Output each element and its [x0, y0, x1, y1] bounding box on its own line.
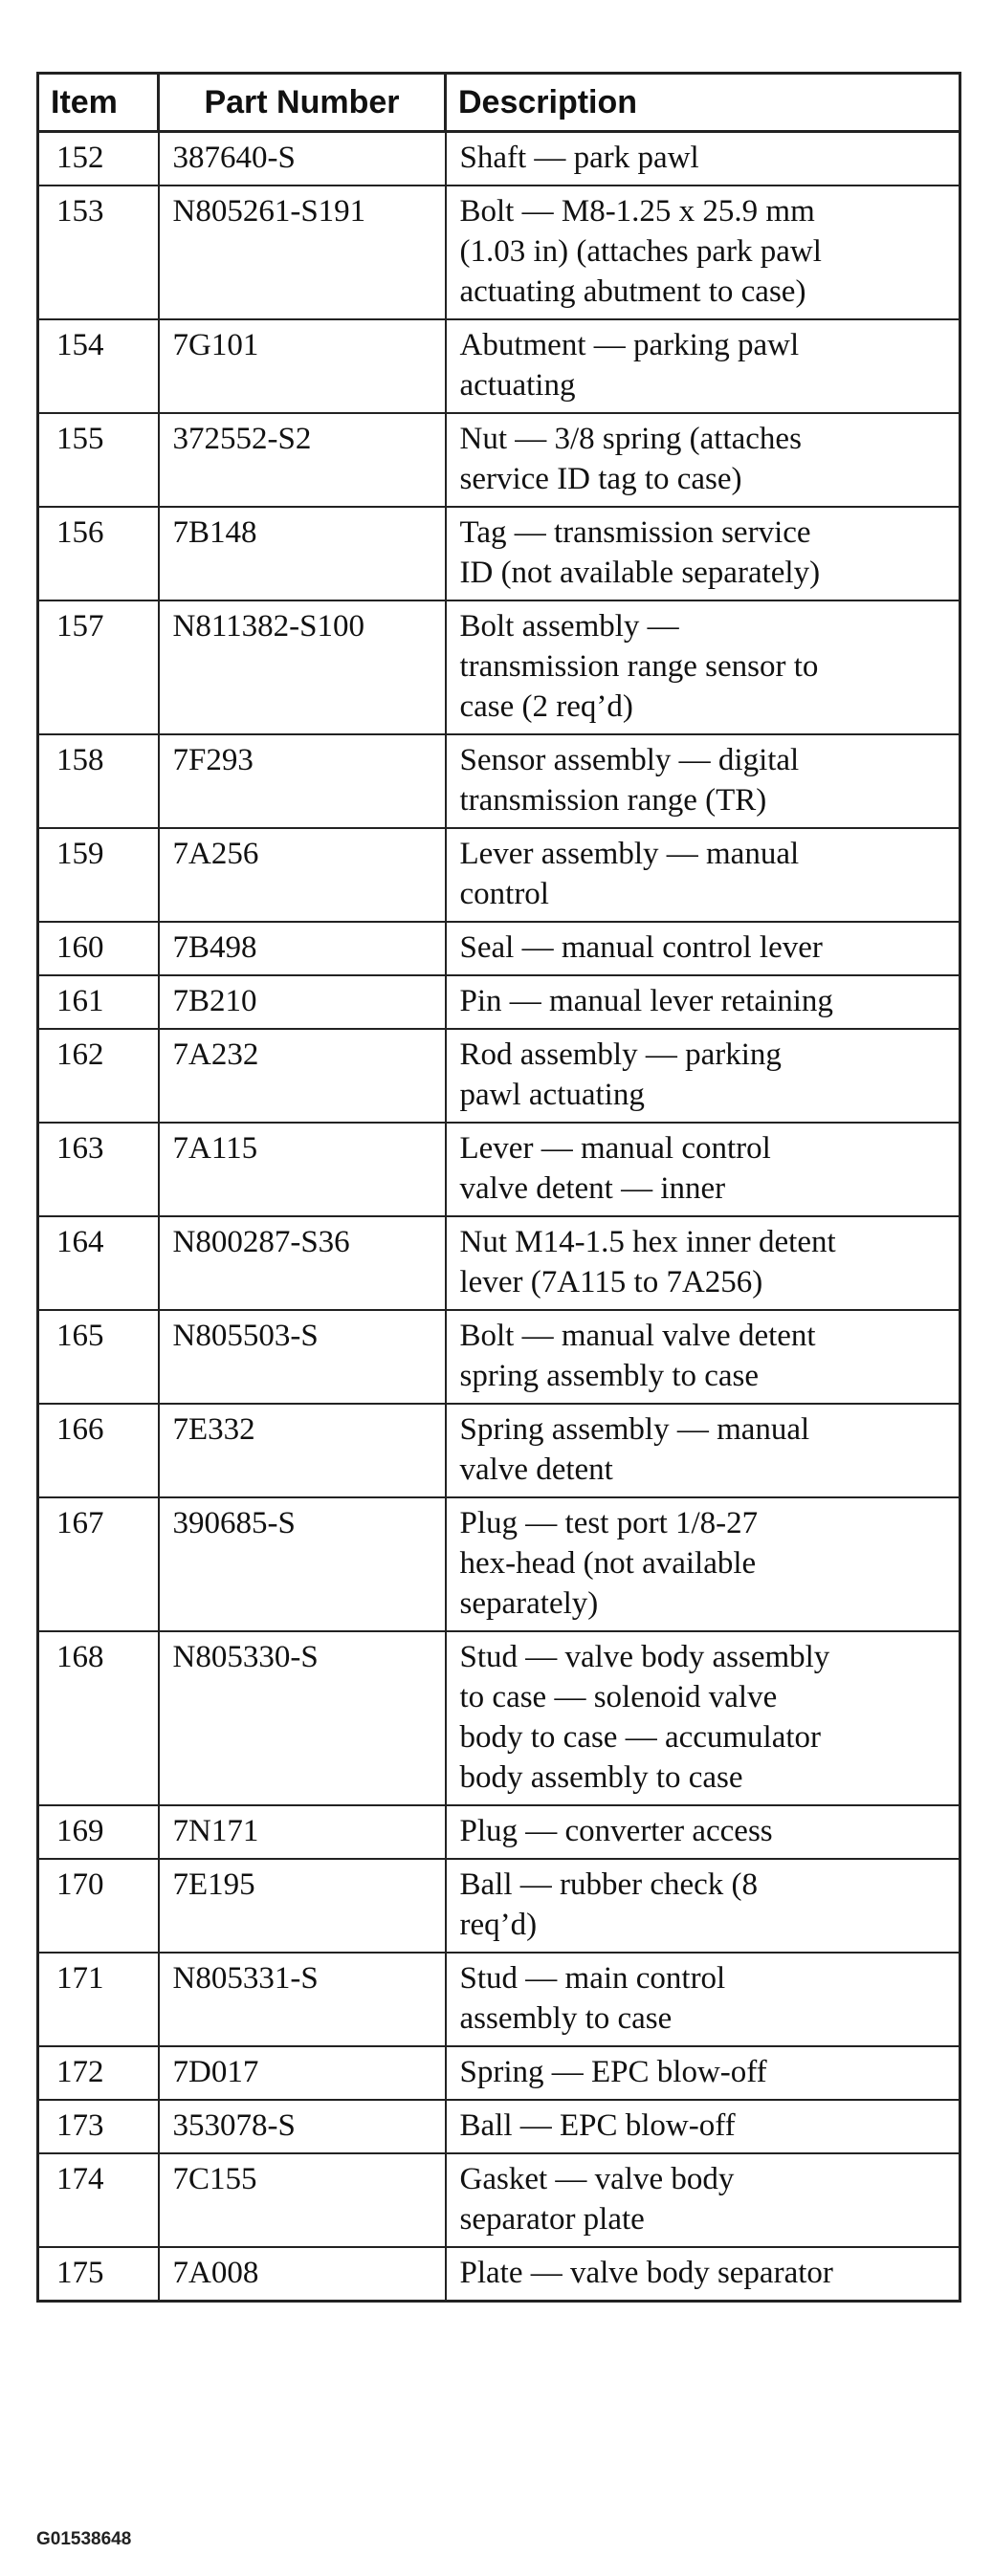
item-cell: 172	[38, 2046, 159, 2100]
part-number-cell: 390685-S	[159, 1497, 446, 1631]
table-row	[38, 734, 960, 828]
table-row	[38, 1029, 960, 1123]
item-cell: 175	[38, 2247, 159, 2302]
part-number-cell: 7C155	[159, 2153, 446, 2247]
part-number-cell: 7E195	[159, 1859, 446, 1953]
table-row	[38, 600, 960, 734]
part-number-cell: 7B210	[159, 975, 446, 1029]
figure-id: G01538648	[36, 2529, 132, 2549]
description-cell: Sensor assembly — digital transmission range (TR)	[446, 734, 960, 828]
item-cell: 168	[38, 1631, 159, 1805]
description-cell: Abutment — parking pawl actuating	[446, 319, 960, 413]
item-cell: 164	[38, 1216, 159, 1310]
header-row	[38, 74, 960, 132]
part-number-cell: 7G101	[159, 319, 446, 413]
description-cell: Plug — test port 1/8-27 hex-head (not available separately)	[446, 1497, 960, 1631]
item-cell: 162	[38, 1029, 159, 1123]
part-number-cell: 7A232	[159, 1029, 446, 1123]
header-part-number: Part Number	[159, 74, 446, 132]
table-row	[38, 922, 960, 975]
table-row	[38, 2046, 960, 2100]
table-row	[38, 2153, 960, 2247]
table-row	[38, 319, 960, 413]
description-cell: Ball — EPC blow-off	[446, 2100, 960, 2153]
table-row	[38, 2247, 960, 2302]
description-cell: Tag — transmission service ID (not available separately)	[446, 507, 960, 600]
item-cell: 159	[38, 828, 159, 922]
item-cell: 156	[38, 507, 159, 600]
item-cell: 166	[38, 1404, 159, 1497]
part-number-cell: 7D017	[159, 2046, 446, 2100]
item-cell: 153	[38, 186, 159, 319]
part-number-cell: 387640-S	[159, 132, 446, 186]
item-cell: 173	[38, 2100, 159, 2153]
item-cell: 154	[38, 319, 159, 413]
description-cell: Plug — converter access	[446, 1805, 960, 1859]
description-cell: Stud — valve body assembly to case — solenoid valve body to case — accumulator body assembly to case	[446, 1631, 960, 1805]
item-cell: 155	[38, 413, 159, 507]
part-number-cell: 7A256	[159, 828, 446, 922]
description-cell: Bolt assembly — transmission range sensor to case (2 req’d)	[446, 600, 960, 734]
description-cell: Bolt — manual valve detent spring assembly to case	[446, 1310, 960, 1404]
part-number-cell: 7B498	[159, 922, 446, 975]
table-row	[38, 1953, 960, 2046]
part-number-cell: N805330-S	[159, 1631, 446, 1805]
table-row	[38, 413, 960, 507]
table-row	[38, 1216, 960, 1310]
item-cell: 171	[38, 1953, 159, 2046]
part-number-cell: 7A115	[159, 1123, 446, 1216]
description-cell: Pin — manual lever retaining	[446, 975, 960, 1029]
part-number-cell: N805261-S191	[159, 186, 446, 319]
description-cell: Lever — manual control valve detent — inner	[446, 1123, 960, 1216]
part-number-cell: 7B148	[159, 507, 446, 600]
item-cell: 158	[38, 734, 159, 828]
item-cell: 167	[38, 1497, 159, 1631]
description-cell: Seal — manual control lever	[446, 922, 960, 975]
table-row	[38, 975, 960, 1029]
description-cell: Plate — valve body separator	[446, 2247, 960, 2302]
parts-table	[36, 72, 961, 2303]
description-cell: Ball — rubber check (8 req’d)	[446, 1859, 960, 1953]
part-number-cell: 7A008	[159, 2247, 446, 2302]
table-row	[38, 186, 960, 319]
part-number-cell: N811382-S100	[159, 600, 446, 734]
table-row	[38, 828, 960, 922]
part-number-cell: 7F293	[159, 734, 446, 828]
table-row	[38, 2100, 960, 2153]
part-number-cell: 7E332	[159, 1404, 446, 1497]
table-row	[38, 507, 960, 600]
table-body	[38, 132, 960, 2302]
item-cell: 160	[38, 922, 159, 975]
part-number-cell: N800287-S36	[159, 1216, 446, 1310]
item-cell: 163	[38, 1123, 159, 1216]
description-cell: Bolt — M8-1.25 x 25.9 mm (1.03 in) (attaches park pawl actuating abutment to case)	[446, 186, 960, 319]
table-row	[38, 1404, 960, 1497]
item-cell: 169	[38, 1805, 159, 1859]
description-cell: Gasket — valve body separator plate	[446, 2153, 960, 2247]
description-cell: Spring assembly — manual valve detent	[446, 1404, 960, 1497]
header-description: Description	[446, 74, 960, 132]
part-number-cell: 372552-S2	[159, 413, 446, 507]
description-cell: Rod assembly — parking pawl actuating	[446, 1029, 960, 1123]
table-row	[38, 1805, 960, 1859]
part-number-cell: 353078-S	[159, 2100, 446, 2153]
part-number-cell: N805503-S	[159, 1310, 446, 1404]
table-row	[38, 132, 960, 186]
item-cell: 165	[38, 1310, 159, 1404]
part-number-cell: 7N171	[159, 1805, 446, 1859]
description-cell: Stud — main control assembly to case	[446, 1953, 960, 2046]
description-cell: Spring — EPC blow-off	[446, 2046, 960, 2100]
table-header	[38, 74, 960, 132]
part-number-cell: N805331-S	[159, 1953, 446, 2046]
header-item: Item	[38, 74, 159, 132]
description-cell: Lever assembly — manual control	[446, 828, 960, 922]
table-row	[38, 1123, 960, 1216]
table-row	[38, 1497, 960, 1631]
item-cell: 161	[38, 975, 159, 1029]
description-cell: Nut — 3/8 spring (attaches service ID tag to case)	[446, 413, 960, 507]
item-cell: 174	[38, 2153, 159, 2247]
table-row	[38, 1310, 960, 1404]
item-cell: 157	[38, 600, 159, 734]
description-cell: Shaft — park pawl	[446, 132, 960, 186]
table-row	[38, 1859, 960, 1953]
table-row	[38, 1631, 960, 1805]
item-cell: 170	[38, 1859, 159, 1953]
item-cell: 152	[38, 132, 159, 186]
description-cell: Nut M14-1.5 hex inner detent lever (7A115 to 7A256)	[446, 1216, 960, 1310]
